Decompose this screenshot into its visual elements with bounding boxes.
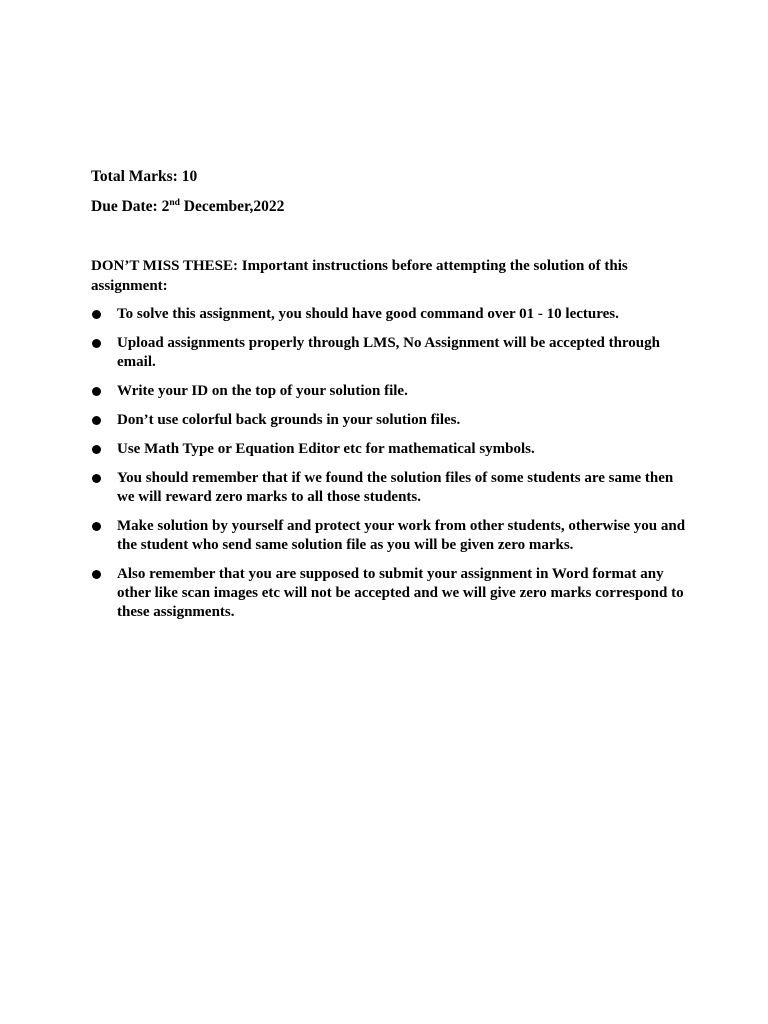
- instruction-text: Don’t use colorful back grounds in your solution files.: [117, 412, 461, 428]
- instructions-list: [91, 305, 691, 632]
- instruction-item: [91, 382, 691, 401]
- instruction-item: [91, 334, 691, 372]
- due-date: [91, 198, 284, 216]
- instruction-item: [91, 469, 691, 507]
- bullet-icon: [92, 416, 101, 425]
- bullet-icon: [92, 445, 101, 454]
- due-date-suffix: December,2022: [179, 198, 285, 215]
- bullet-icon: [92, 387, 101, 396]
- instruction-item: [91, 305, 691, 324]
- instruction-item: [91, 411, 691, 430]
- bullet-icon: [92, 310, 101, 319]
- bullet-icon: [92, 474, 101, 483]
- bullet-icon: [92, 570, 101, 579]
- instruction-text: Also remember that you are supposed to submit your assignment in Word format any other like scan images etc will not be accepted and we will give zero marks correspond to these assignments.: [117, 566, 684, 620]
- instructions-heading: DON’T MISS THESE: Important instructions before attempting the solution of this assignment:: [91, 258, 628, 294]
- due-date-superscript: nd: [169, 198, 180, 208]
- due-date-prefix: Due Date: 2: [91, 198, 170, 215]
- instruction-item: [91, 440, 691, 459]
- instruction-item: [91, 565, 691, 622]
- instruction-text: Upload assignments properly through LMS, No Assignment will be accepted through email.: [117, 335, 660, 370]
- bullet-icon: [92, 522, 101, 531]
- instruction-item: [91, 517, 691, 555]
- instruction-text: Make solution by yourself and protect your work from other students, otherwise you and the student who send same solution file as you will be given zero marks.: [117, 518, 686, 553]
- instruction-text: Write your ID on the top of your solution file.: [117, 383, 408, 399]
- bullet-icon: [92, 339, 101, 348]
- total-marks: Total Marks: 10: [91, 168, 198, 185]
- instruction-text: Use Math Type or Equation Editor etc for mathematical symbols.: [117, 441, 535, 457]
- instruction-text: To solve this assignment, you should have good command over 01 - 10 lectures.: [117, 306, 619, 322]
- instruction-text: You should remember that if we found the solution files of some students are same then we will reward zero marks to all those students.: [117, 470, 674, 505]
